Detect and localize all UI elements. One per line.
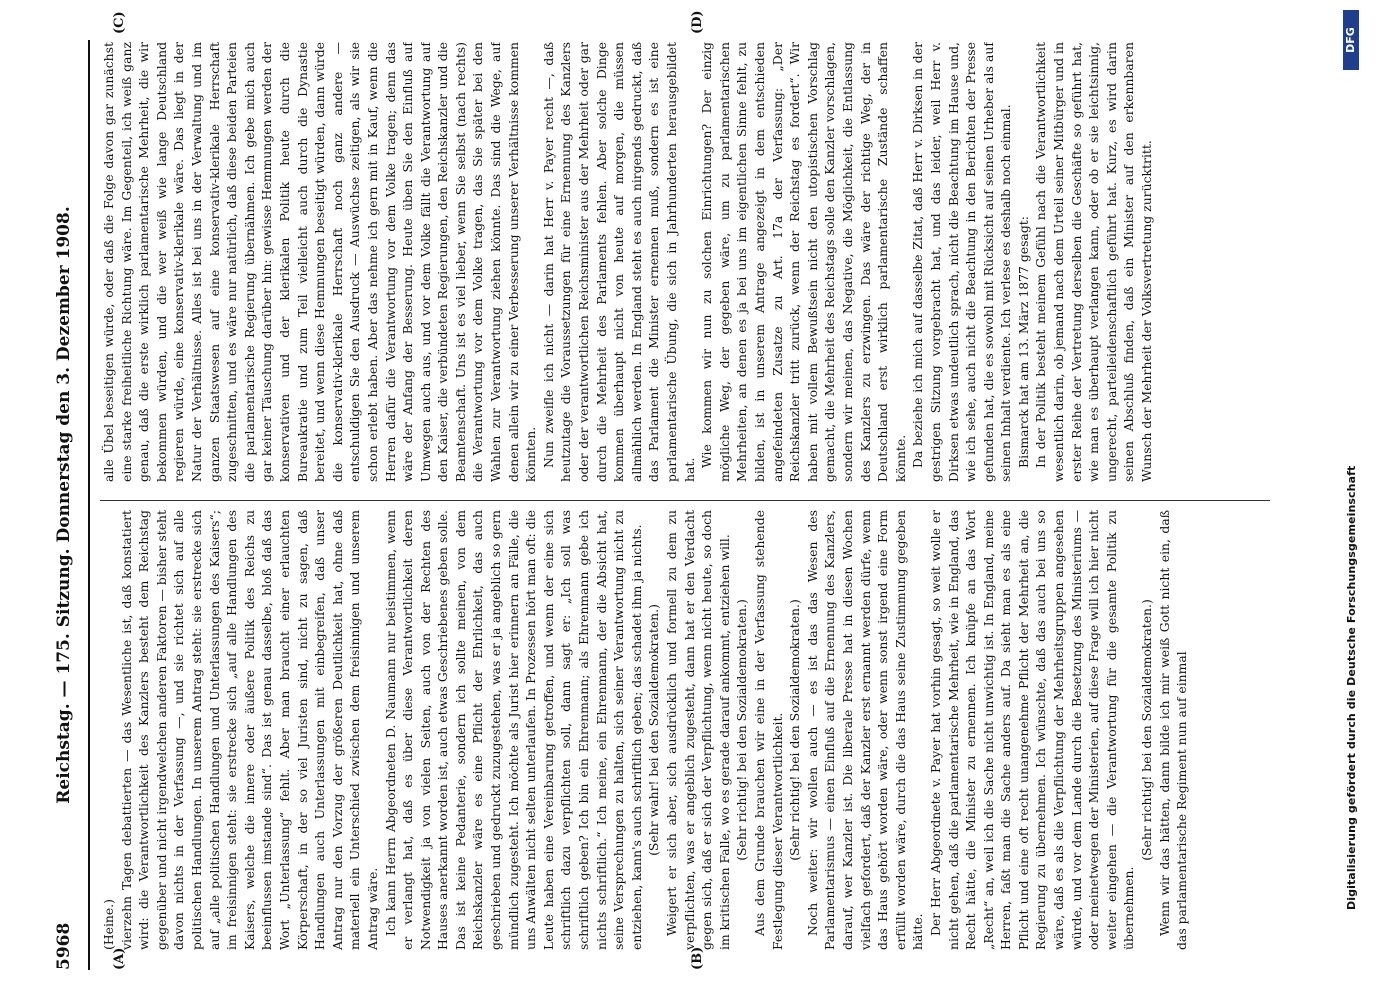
margin-mark-a: (A) [112, 947, 127, 970]
paragraph: Wenn wir das hätten, dann bilde ich mir weiß Gott nicht ein, daß das parlamentarische Regiment nun auf einmal [1156, 510, 1190, 950]
dfg-logo: DFG [1343, 10, 1359, 70]
margin-mark-d: (D) [690, 10, 705, 34]
paragraph: Noch weiter: wir wollen auch — es ist das das Wesen des Parlamentarismus — einen Einfluß auf die Ernennung des Kanzlers, darauf, wer Kanzler ist. Die liberale Presse hat in diesen Wochen vielfach gefordert, daß der Kanzler erst ernannt werden dürfe, wenn das Haus gehört worden wäre, oder wenn sonst irgend eine Form erfüllt worden wäre, durch die das Haus seine Zustimmung gegeben hätte. [804, 510, 926, 950]
margin-mark-b: (B) [690, 946, 705, 970]
right-column [100, 42, 1275, 482]
page-number: 5968 [54, 922, 74, 970]
paragraph: Weigert er sich aber, sich ausdrücklich und formell zu dem zu verpflichten, was er angeblich zugesteht, dann hat er den Verdacht gegen sich, daß er sich der Verpflichtung, wenn nicht heute, so doch im kritischen Falle, wo es gerade darauf ankommt, entziehen will. [664, 510, 732, 950]
page-title: Reichstag. — 175. Sitzung. Donnerstag den 3. Dezember 1908. [54, 206, 74, 804]
paragraph: Aus dem Grunde brauchen wir eine in der Verfassung stehende Festlegung dieser Verantwortlichkeit. [751, 510, 785, 950]
paragraph: Wie kommen wir nun zu solchen Einrichtungen? Der einzig mögliche Weg, der gegeben wäre, um zu parlamentarischen Mehrheiten, an denen es ja bei uns im eigentlichen Sinne fehlt, zu bilden, ist in unserem Antrage angezeigt in dem entschieden angefeindeten Zusatze zu Art. 17a der Verfassung: „Der Reichskanzler tritt zurück, wenn der Reichstag es fordert“. Wir haben mit vollem Bewußtsein nicht den utopistischen Vorschlag gemacht, die Mehrheit des Reichstags solle den Kanzler vorschlagen, sondern wir meinen, das Negative, die Möglichkeit, die Entlassung des Kanzlers zu erzwingen. Das wäre der richtige Weg, der in Deutschland erst wirklich parlamentarische Zustände schaffen könnte. [699, 42, 908, 482]
paragraph: Der Herr Abgeordnete v. Payer hat vorhin gesagt, so weit wolle er nicht gehen, daß die parlamentarische Mehrheit, wie in England, das Recht hätte, die Minister zu ernennen. Ich knüpfe an das Wort „Recht“ an, weil ich die Sache nicht unwichtig ist. In England, meine Herren, faßt man die Sache anders auf. Da sieht man es als eine Pflicht und eine oft recht unangenehme Pflicht der Mehrheit an, die Regierung zu übernehmen. Ich wünschte, daß das auch bei uns so wäre, daß es als die Verpflichtung der Mehrheitsgruppen angesehen würde, und vor dem Lande durch die Besetzung des Ministeriums — oder meinetwegen der Ministerien, auf diese Frage will ich hier nicht weiter eingehen — die Verantwortung für die gesamte Politik zu übernehmen. [927, 510, 1137, 950]
interjection: (Sehr richtig! bei den Sozialdemokraten.) [1139, 599, 1155, 861]
paragraph: Nun zweifle ich nicht — darin hat Herr v. Payer recht —, daß heutzutage die Voraussetzungen für eine Ernennung des Kanzlers oder der verantwortlichen Reichsminister aus der Mehrheit oder gar durch die Mehrheit des Parlaments fehlen. Aber solche Dinge kommen überhaupt nicht von heute auf morgen, die müssen allmählich werden. In England steht es auch nirgends gedruckt, daß das Parlament die Minister ernennen muß, sondern es ist eine parlamentarische Übung, die sich in Jahrhunderten herausgebildet hat. [540, 42, 697, 482]
paragraph: Ich kann Herrn Abgeordneten D. Naumann nur beistimmen, wenn er verlangt hat, daß es über diese Verantwortlichkeit deren Notwendigkeit ja von vielen Seiten, auch von der Rechten des Hauses anerkannt worden ist, auch etwas Geschriebenes geben solle. Das ist keine Pedanterie, sondern ich sollte meinen, von dem Reichskanzler wäre es eine Pflicht der Ehrlichkeit, das auch geschrieben und gedruckt zuzugestehen, was er ja angeblich so gern mündlich zugesteht. Ich möchte als Jurist hier erinnern an Fälle, die uns Anwälten nicht selten unterlaufen. In Prozessen hört man oft: die Leute haben eine Vereinbarung getroffen, und wenn der eine sich schriftlich dazu verpflichten soll, dann sagt er: „Ich soll was schriftlich geben? Ich bin ein Ehrenmann; als Ehrenmann gebe ich nichts schriftlich.“ Ich meine, ein Ehrenmann, der die Absicht hat, seine Versprechungen zu halten, sich seiner Verantwortung nicht zu entziehen, kann's auch schriftlich geben; das schadet ihm ja nichts. [382, 510, 644, 950]
header-rule [88, 40, 90, 970]
quotation: In der Politik besteht meinem Gefühl nach die Verantwortlichkeit wesentlich darin, ob jemand nach dem Urteil seiner Mitbürger und in erster Reihe der Vertretung derselben die Geschäfte so geführt hat, wie man es überhaupt verlangen kann, oder ob er sie leichtsinnig, ungerecht, parteileidenschaftlich geführt hat. Kurz, es wird darin seinen Abschluß finden, daß ein Minister auf den erkennbaren Wunsch der Mehrheit der Volksvertretung zurücktritt. [1033, 42, 1155, 482]
left-column [100, 510, 1275, 950]
paragraph: vierzehn Tagen debattierten — das Wesentliche ist, daß konstatiert wird: die Verantwortlichkeit des Kanzlers besteht dem Reichstag gegenüber und nicht irgendwelchen anderen Faktoren — bisher steht davon nichts in der Verfassung —, und sie richtet sich auf alle politischen Handlungen. In unserem Antrag steht: sie erstrecke sich auf „alle politischen Handlungen und Unterlassungen des Kaisers“; im freisinnigen steht: sie erstrecke sich „auf alle Handlungen des Kaisers, welche die innere oder äußere Politik des Reichs zu beeinflussen imstande sind“. Das ist genau dasselbe, bloß daß das Wort „Unterlassung“ fehlt. Aber man braucht einer erlauchten Körperschaft, in der so viel Juristen sind, nicht zu sagen, daß Handlungen auch Unterlassungen mit einbegreifen, daß unser Antrag nur den Vorzug der größeren Deutlichkeit hat, ohne daß materiell ein Unterschied zwischen dem freisinnigen und unserem Antrag wäre. [118, 510, 380, 950]
interjection: (Sehr wahr! bei den Sozialdemokraten.) [646, 604, 662, 856]
digitization-credit: Digitalisierung gefördert durch die Deutsche Forschungsgemeinschaft [1345, 465, 1358, 910]
paragraph: Da beziehe ich mich auf dasselbe Zitat, daß Herr v. Dirksen in der gestrigen Sitzung vorgebracht hat, und das leider, weil Herr v. Dirksen etwas undeutlich sprach, nicht die Beachtung im Hause und, wie ich sehe, auch nicht die Beachtung in den Berichten der Presse gefunden hat, die es sowohl mit Rücksicht auf seinen Urheber als auf seinen Inhalt verdiente. Ich verlese es deshalb noch einmal. [910, 42, 1014, 482]
column-divider [100, 500, 1270, 501]
margin-mark-c: (C) [112, 11, 127, 34]
speaker-label: (Heine.) [101, 898, 116, 950]
quote-intro: Bismarck hat am 13. März 1877 gesagt: [1015, 216, 1031, 468]
interjection: (Sehr richtig! bei den Sozialdemokraten.) [734, 599, 750, 861]
interjection: (Sehr richtig! bei den Sozialdemokraten.) [787, 599, 803, 861]
page-header [52, 40, 80, 970]
paragraph: alle Übel beseitigen würde, oder daß die Folge davon gar zunächst eine starke freiheitliche Richtung wäre. Im Gegenteil, ich weiß ganz genau, daß die erste wirklich parlamentarische Mehrheit, die wir bekommen würden, und die wer weiß wie lange Deutschland regieren würde, eine konservativ-klerikale wäre. Das liegt in der Natur der Verhältnisse. Alles ist bei uns in der Verwaltung und im ganzen Staatswesen auf eine konservativ-klerikale Herrschaft zugeschnitten, und es wäre nur natürlich, daß diese beiden Parteien die parlamentarische Regierung übernähmen. Ich gebe mich auch gar keiner Täuschung darüber hin: gewisse Hemmungen werden der konservativen und der klerikalen Politik heute durch die Bureaukratie und zum Teil vielleicht auch durch die Dynastie bereitet, und wenn diese Hemmungen beseitigt würden, dann würde die konservativ-klerikale Herrschaft noch ganz andere — entschuldigen Sie den Ausdruck — Auswüchse zeitigen, als wir sie schon erlebt haben. Aber das nehme ich gern mit in Kauf, wenn die Herren dafür die Verantwortung vor dem Volke tragen; denn das wäre der Anfang der Besserung. Heute üben Sie den Einfluß auf Umwegen auch aus, und vor dem Volke fällt die Verantwortung auf den Kaiser, die verbündeten Regierungen, den Reichskanzler und die Beamtenschaft. Uns ist es viel lieber, wenn Sie selbst (nach rechts) die Verantwortung vor dem Volke tragen, das Sie später bei den Wahlen zur Verantwortung ziehen könnte. Das sind die Wege, auf denen allein wir zu einer Verbesserung unserer Verhältnisse kommen könnten. [101, 42, 539, 482]
